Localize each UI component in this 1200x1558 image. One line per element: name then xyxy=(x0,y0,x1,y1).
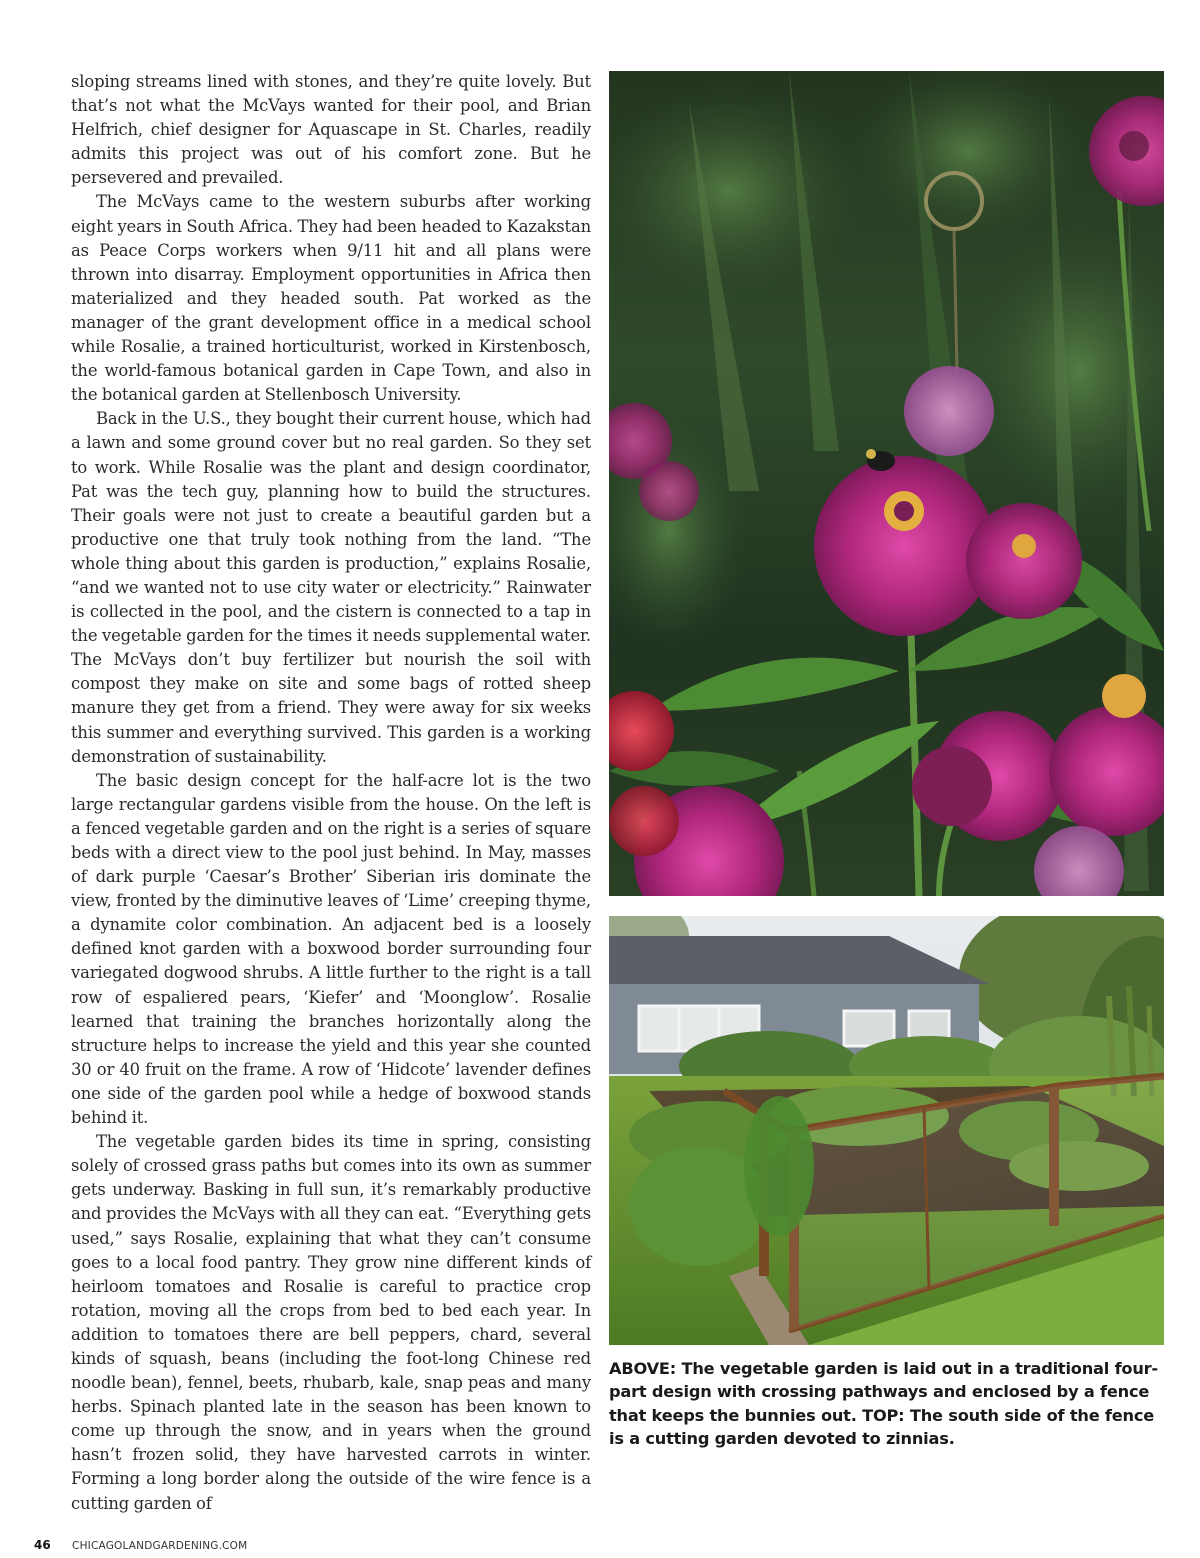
article-paragraph-5: The vegetable garden bides its time in spring, consisting solely of crossed grass paths but comes into its own as summer gets underway. Basking in full sun, it’s remarkably productive and provides the McVays with all they can eat. “Everything gets used,” says Rosalie, explaining that what they can’t consume goes to a local food pantry. They grow nine different kinds of heirloom tomatoes and Rosalie is careful to practice crop rotation, moving all the crops from bed to bed each year. In addition to tomatoes there are bell peppers, chard, several kinds of squash, beans (including the foot-long Chinese red noodle bean), fennel, beets, rhubarb, kale, snap peas and many herbs. Spinach planted late in the season has been known to come up through the snow, and in years when the ground hasn’t frozen solid, they have harvested carrots in winter. Forming a long border along the outside of the wire fence is a cutting garden of xyxy=(71,1132,591,1513)
article-paragraph-2: The McVays came to the western suburbs after working eight years in South Africa. They had been headed to Kazakstan as Peace Corps workers when 9/11 hit and all plans were thrown into disarray. Employment opportunities in Africa then materialized and they headed south. Pat worked as the manager of the grant development office in a medical school while Rosalie, a trained horticulturist, worked in Kirstenbosch, the world-famous botanical garden in Cape Town, and also in the botanical garden at Stellenbosch University. xyxy=(71,192,591,405)
article-paragraph-1: sloping streams lined with stones, and they’re quite lovely. But that’s not what the McVays wanted for their pool, and Brian Helfrich, chief designer for Aquascape in St. Charles, readily admits this project was out of his comfort zone. But he persevered and prevailed. xyxy=(71,72,591,188)
zinnia-illustration xyxy=(609,71,1164,896)
article-body xyxy=(71,70,591,1516)
photo-caption: ABOVE: The vegetable garden is laid out in a traditional four-part design with crossing pathways and enclosed by a fence that keeps the bunnies out. TOP: The south side of the fence is a cutting garden devoted to zinnias. xyxy=(609,1359,1158,1449)
zinnia-photo xyxy=(609,71,1164,896)
vegetable-garden-illustration xyxy=(609,916,1164,1345)
page-footer xyxy=(34,1538,247,1552)
page-number: 46 xyxy=(34,1538,51,1552)
article-paragraph-3: Back in the U.S., they bought their current house, which had a lawn and some ground cover but no real garden. So they set to work. While Rosalie was the plant and design coordinator, Pat was the tech guy, planning how to build the structures. Their goals were not just to create a beautiful garden but a productive one that truly took nothing from the land. “The whole thing about this garden is production,” explains Rosalie, “and we wanted not to use city water or electricity.” Rainwater is collected in the pool, and the cistern is connected to a tap in the vegetable garden for the times it needs supplemental water. The McVays don’t buy fertilizer but nourish the soil with compost they make on site and some bags of rotted sheep manure they get from a friend. They were away for six weeks this summer and everything survived. This garden is a working demonstration of sustainability. xyxy=(71,409,591,766)
site-url: CHICAGOLANDGARDENING.COM xyxy=(72,1540,248,1552)
vegetable-garden-photo xyxy=(609,916,1164,1345)
article-paragraph-4: The basic design concept for the half-acre lot is the two large rectangular gardens visible from the house. On the left is a fenced vegetable garden and on the right is a series of square beds with a direct view to the pool just behind. In May, masses of dark purple ‘Caesar’s Brother’ Siberian iris dominate the view, fronted by the diminutive leaves of ‘Lime’ creeping thyme, a dynamite color combination. An adjacent bed is a loosely defined knot garden with a boxwood border surrounding four variegated dogwood shrubs. A little further to the right is a tall row of espaliered pears, ‘Kiefer’ and ‘Moonglow’. Rosalie learned that training the branches horizontally along the structure helps to increase the yield and this year she counted 30 or 40 fruit on the frame. A row of ‘Hidcote’ lavender defines one side of the garden pool while a hedge of boxwood stands behind it. xyxy=(71,770,591,1128)
